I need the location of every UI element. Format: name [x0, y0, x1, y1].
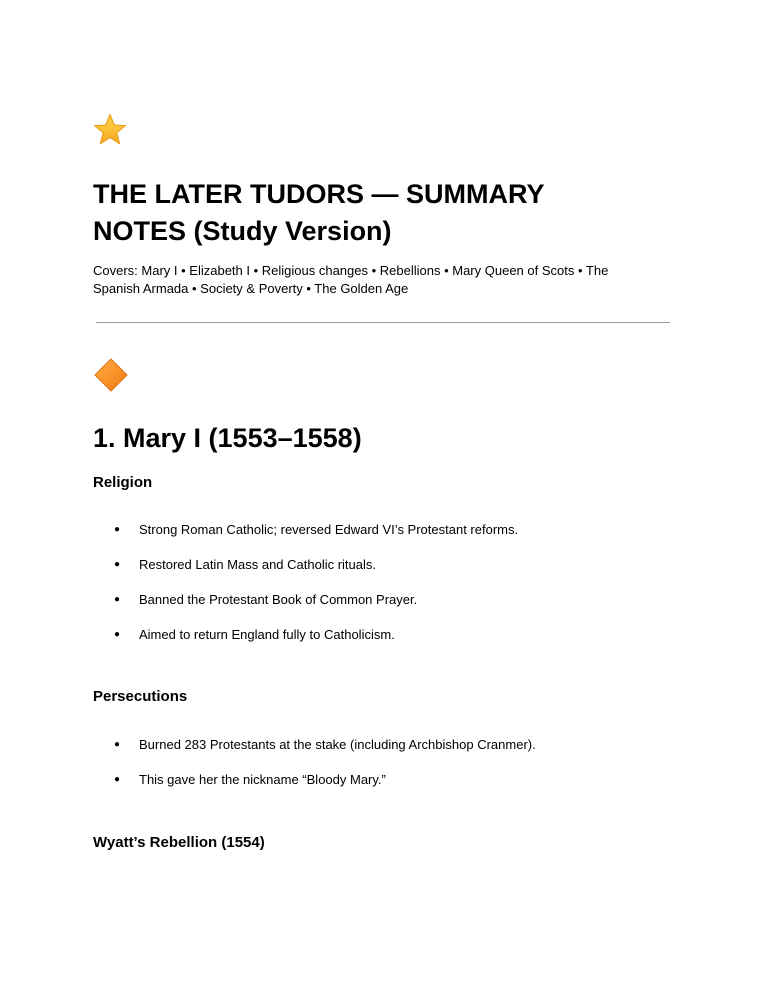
list-item-text: Aimed to return England fully to Catholicism. — [139, 627, 395, 642]
bullet-dot: ● — [114, 774, 121, 785]
subtitle-line-2: Spanish Armada • Society & Poverty • The Golden Age — [93, 281, 409, 296]
list-item-text: Burned 283 Protestants at the stake (including Archbishop Cranmer). — [139, 737, 536, 752]
subheading-persecutions: Persecutions — [93, 688, 188, 705]
document-subtitle — [93, 262, 683, 298]
bullet-dot: ● — [114, 594, 121, 605]
bullet-dot: ● — [114, 524, 121, 535]
list-item-text: Strong Roman Catholic; reversed Edward VI’s Protestant reforms. — [139, 522, 519, 537]
list-item-text: This gave her the nickname “Bloody Mary.” — [139, 772, 386, 787]
orange-diamond-icon — [93, 357, 129, 393]
bullet-dot: ● — [114, 559, 121, 570]
horizontal-divider — [96, 322, 670, 323]
section-heading-mary-i: 1. Mary I (1553–1558) — [93, 423, 362, 453]
bullet-dot: ● — [114, 629, 121, 640]
list-item-text: Restored Latin Mass and Catholic rituals. — [139, 557, 377, 572]
document-title-line-2: NOTES (Study Version) — [93, 216, 392, 246]
subheading-religion: Religion — [93, 474, 153, 491]
list-item-text: Banned the Protestant Book of Common Prayer. — [139, 592, 418, 607]
document-title — [93, 176, 693, 250]
star-icon — [93, 113, 127, 147]
document-title-line-1: THE LATER TUDORS — SUMMARY — [93, 179, 545, 209]
bullet-dot: ● — [114, 739, 121, 750]
subtitle-line-1: Covers: Mary I • Elizabeth I • Religious changes • Rebellions • Mary Queen of Scots • The — [93, 263, 609, 278]
subheading-wyatts-rebellion: Wyatt’s Rebellion (1554) — [93, 834, 265, 851]
